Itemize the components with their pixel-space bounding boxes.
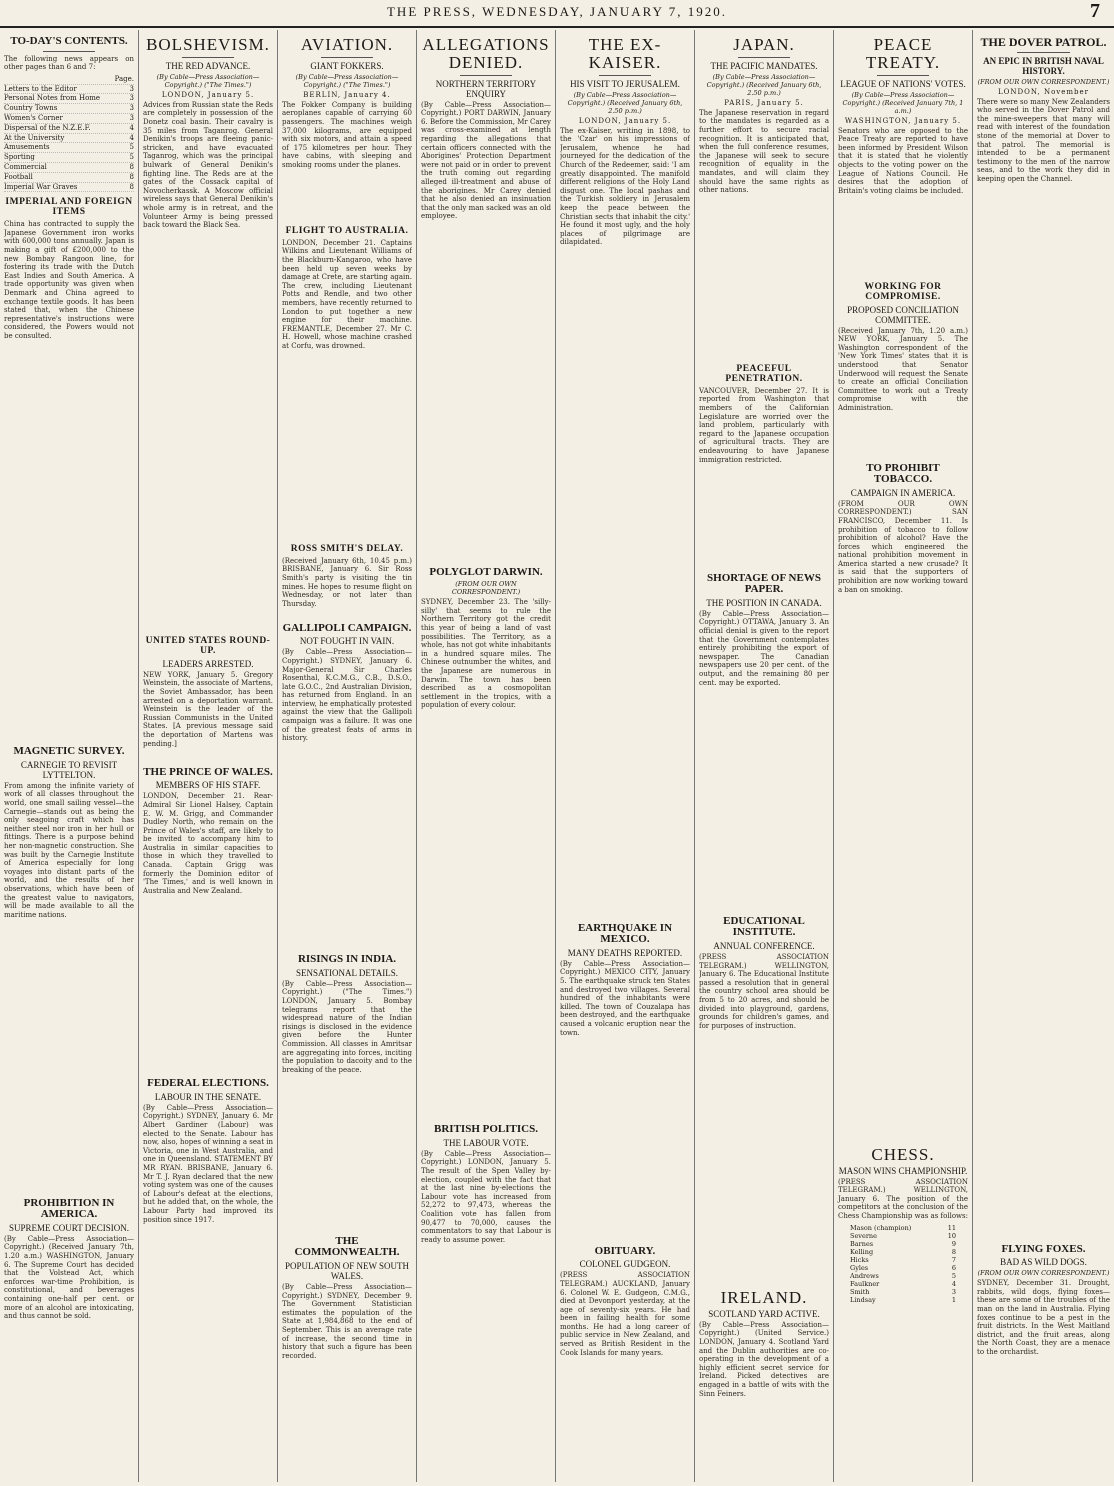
educational-heading: EDUCATIONAL INSTITUTE. — [723, 914, 805, 939]
column-5 — [556, 30, 695, 1482]
peace-text: Senators who are opposed to the Peace Treaty are reported to have been informed by President Wilson that it is stated that he violently objects to the voting power on the League of Nations Council. He desires that the adoption of Britain's voting claims be included. — [838, 126, 968, 195]
divider — [877, 75, 929, 76]
educational-text: (PRESS ASSOCIATION TELEGRAM.) WELLINGTON, January 6. The Educational Institute passed a resolution that in general the country school area should be from 5 to 20 acres, and should be divided into playground, gardens, grounds for children's games, and for purposes of instruction. — [699, 952, 829, 1030]
aviation-text: The Fokker Company is building aeroplanes capable of carrying 60 passengers. The machines weigh 37,000 kilograms, are equipped with six motors, and attain a speed of 175 kilometres per hour. They have cabins, with sleeping and smoking rooms under the planes. — [282, 100, 412, 169]
federal-text: (By Cable—Press Association—Copyright.) SYDNEY, January 6. Mr Albert Gardiner (Labour) was elected to the Senate. Labour has now, also, hopes of winning a seat in Victoria, one in West Australia, and one in Queensland. STATEMENT BY MR RYAN. BRISBANE, January 6. Mr T. J. Ryan declared that the new voting system was one of the causes of Labour's defeat at the elections, but he added that, on the whole, the Labour Party had improved its position since 1917. — [143, 1103, 273, 1224]
usa-subheading: LEADERS ARRESTED. — [162, 658, 254, 669]
newspaper-columns — [0, 30, 1114, 1482]
item-label: Personal Notes from Home — [4, 94, 101, 103]
item-label: At the University — [4, 133, 65, 142]
divider — [1017, 52, 1070, 53]
ross-heading: ROSS SMITH'S DELAY. — [290, 543, 404, 554]
table-row: Lindsay 1 — [850, 1295, 956, 1304]
chess-text: (PRESS ASSOCIATION TELEGRAM.) WELLINGTON, January 6. The position of the competitors at the conclusion of the Chess Championship was as follows: — [838, 1177, 968, 1220]
column-2 — [139, 30, 278, 1482]
ireland-subheading: SCOTLAND YARD ACTIVE. — [708, 1308, 820, 1319]
gallipoli-subheading: NOT FOUGHT IN VAIN. — [299, 636, 395, 647]
peace-subheading: LEAGUE OF NATIONS' VOTES. — [840, 78, 966, 89]
item-page: 4 — [129, 123, 134, 132]
item-label: Football — [4, 172, 33, 181]
item-page: 8 — [129, 162, 134, 171]
list-item[interactable] — [4, 94, 134, 104]
risings-heading: RISINGS IN INDIA. — [297, 953, 397, 966]
list-item[interactable] — [4, 114, 134, 124]
tobacco-text: (FROM OUR OWN CORRESPONDENT.) SAN FRANCISCO, December 11. Is prohibition of tobacco to follow prohibition of alcohol? Have the forces which engineered the national prohibition movement in America started a new crusade? It is said that the supporters of prohibition are now working toward a ban on smoking. — [838, 499, 968, 594]
news-subheading: THE POSITION IN CANADA. — [706, 597, 822, 608]
divider — [321, 57, 373, 58]
page-number: 7 — [1090, 0, 1100, 22]
mexico-subheading: MANY DEATHS REPORTED. — [567, 947, 683, 958]
table-row: Hicks 7 — [850, 1255, 956, 1264]
japan-text: The Japanese reservation in regard to the mandates is regarded as a further effort to secure racial recognition. It is anticipated that, when the full conference resumes, the Japanese will seek to secure recognition of equality in the mandates, and will claim they should have the same rights as other nations. — [699, 108, 829, 195]
divider — [599, 75, 651, 76]
peaceful-heading: PEACEFUL PENETRATION. — [725, 363, 803, 384]
masthead — [0, 0, 1114, 28]
imperial-heading: IMPERIAL AND FOREIGN ITEMS — [5, 197, 133, 218]
item-label: Women's Corner — [4, 113, 63, 122]
table-row: Mason (champion) 11 — [850, 1223, 956, 1232]
gallipoli-text: (By Cable—Press Association—Copyright.) SYDNEY, January 6. Major-General Sir Charles Rosenthal, K.C.M.G., C.B., D.S.O., late G.O.C., 2nd Australian Division, has returned from England. In an interview, he emphatically protested against the view that the Gallipoli campaign was a failure. It was one of the greatest feats of arms in history. — [282, 648, 412, 743]
commonwealth-heading: THE COMMONWEALTH. — [294, 1234, 400, 1259]
british-heading: BRITISH POLITICS. — [434, 1123, 538, 1136]
list-item[interactable] — [4, 134, 134, 144]
contents-header-row — [4, 75, 134, 85]
mexico-text: (By Cable—Press Association—Copyright.) MEXICO CITY, January 5. The earthquake struck ten States and destroyed two villages. Several hundred of the inhabitants were killed. The town of Couzalapa has been destroyed, and the earthquake caused a volcanic eruption near the town. — [560, 959, 690, 1037]
flight-heading: FLIGHT TO AUSTRALIA. — [285, 225, 409, 236]
chess-table — [838, 1224, 968, 1304]
column-7 — [834, 30, 973, 1482]
news-text: (By Cable—Press Association—Copyright.) OTTAWA, January 3. An official denial is given to the report that the Government contemplates entirely prohibiting the export of newspaper. The Canadian newspapers use 20 per cent. of the output, and the remaining 80 per cent. may be exported. — [699, 609, 829, 687]
aviation-credit: (By Cable—Press Association—Copyright.) ("The Times.") — [295, 72, 399, 89]
bolshevism-credit: (By Cable—Press Association—Copyright.) ("The Times.") — [156, 72, 260, 89]
item-page: 3 — [129, 94, 134, 103]
table-row: Gyles 6 — [850, 1263, 956, 1272]
polyglot-text: SYDNEY, December 23. The 'silly-silly' that seems to rule the Northern Territory got the credit this year of being a land of vast possibilities. The Territory, as a whole, has not got white inhabitants in a hundred square miles. The Chinese outnumber the whites, and the Japanese are numerous in Darwin. The town has been described as a cosmopolitan settlement in the tropics, with a population of every colour. — [421, 598, 551, 710]
prohibition-text: (By Cable—Press Association—Copyright.) (Received January 7th, 1.20 a.m.) WASHINGTON, January 6. The Supreme Court has decided that the Volstead Act, which enforces war-time Prohibition, is constitutional, and beverages containing one-half per cent. or more of an alcohol are intoxicating, and thus cannot be sold. — [4, 1234, 134, 1321]
list-item[interactable] — [4, 173, 134, 183]
aviation-dateline: BERLIN, January 4. — [303, 90, 391, 99]
educational-subheading: ANNUAL CONFERENCE. — [713, 940, 815, 951]
commonwealth-subheading: POPULATION OF NEW SOUTH WALES. — [284, 1260, 410, 1281]
aviation-subheading: GIANT FOKKERS. — [310, 60, 384, 71]
divider — [460, 75, 512, 76]
column-8 — [973, 30, 1114, 1482]
item-label: Letters to the Editor — [4, 84, 77, 93]
kaiser-text: The ex-Kaiser, writing in 1898, to the 'Czar' on his impressions of Jerusalem, whence he had journeyed for the dedication of the Church of the Redeemer, said: 'I am greatly disappointed. The manifold different religions of the Holy Land disgust one. The local pashas and the Turkish soldiery in Jerusalem keep the peace between the Christian sects that inhabit the city.' He found it most ugly, and the holy places of pilgrimage are dilapidated. — [560, 126, 690, 247]
magnetic-heading: MAGNETIC SURVEY. — [13, 745, 125, 758]
item-page: 5 — [129, 153, 134, 162]
federal-subheading: LABOUR IN THE SENATE. — [154, 1091, 262, 1102]
allegations-text: (By Cable—Press Association—Copyright.) PORT DARWIN, January 6. Before the Commission, Mr Carey was cross-examined at length regarding the allegations that certain officers connected with the Aborigines' Protection Department were not paid or in order to prevent the truth coming out regarding alleged ill-treatment and abuse of the aborigines. Mr Carey denied that he also denied an insinuation that the only man sacked was an old employee. — [421, 100, 551, 221]
obituary-text: (PRESS ASSOCIATION TELEGRAM.) AUCKLAND, January 6. Colonel W. E. Gudgeon, C.M.G., died at Devonport yesterday, at the age of seventy-six years. He had been in failing health for some months. He had a long career of public service in New Zealand, and served as British Resident in the Cook Islands for many years. — [560, 1271, 690, 1357]
table-row: Barnes 9 — [850, 1239, 956, 1248]
ireland-heading: IRELAND. — [720, 1287, 808, 1307]
compromise-text: (Received January 7th, 1.20 a.m.) NEW YORK, January 5. The Washington correspondent of the 'New York Times' states that it is understood that Senator Underwood will request the Senate to create an official Conciliation Committee to work out a Treaty compromise with the Administration. — [838, 326, 968, 412]
polyglot-heading: POLYGLOT DARWIN. — [429, 565, 543, 578]
foxes-heading: FLYING FOXES. — [1001, 1242, 1086, 1255]
bolshevism-subheading: THE RED ADVANCE. — [165, 60, 251, 71]
polyglot-credit: (FROM OUR OWN CORRESPONDENT.) — [451, 580, 521, 597]
obituary-subheading: COLONEL GUDGEON. — [579, 1259, 671, 1270]
kaiser-heading: THE EX-KAISER. — [588, 35, 662, 72]
contents-list — [4, 75, 134, 193]
column-3 — [278, 30, 417, 1482]
dover-subheading: AN EPIC IN BRITISH NAVAL HISTORY. — [983, 55, 1104, 76]
obituary-heading: OBITUARY. — [594, 1244, 656, 1257]
item-page: 3 — [129, 84, 134, 93]
column-6 — [695, 30, 834, 1482]
prince-heading: THE PRINCE OF WALES. — [143, 765, 273, 778]
magnetic-text: From among the infinite variety of work of all classes throughout the world, one small sailing vessel—the Carnegie—stands out as being the only seagoing craft which has neither steel nor iron in her hull or fittings. There is a purpose behind her non-magnetic construction. She was built by the Carnegie Institute of America especially for long voyages into distant parts of the world, and the results of her observations, which have been of the greatest value to navigators, will be made available to all the maritime nations. — [4, 781, 134, 919]
magnetic-subheading: CARNEGIE TO REVISIT LYTTELTON. — [20, 759, 118, 780]
mexico-heading: EARTHQUAKE IN MEXICO. — [577, 921, 673, 946]
divider — [738, 57, 790, 58]
japan-heading: JAPAN. — [733, 35, 795, 54]
contents-intro: The following news appears on other pages than 6 and 7: — [4, 54, 134, 72]
prohibition-heading: PROHIBITION IN AMERICA. — [23, 1196, 115, 1221]
japan-credit: (By Cable—Press Association—Copyright.) (Received January 6th, 2.50 p.m.) — [706, 72, 822, 97]
list-item[interactable] — [4, 124, 134, 134]
ireland-text: (By Cable—Press Association—Copyright.) (United Service.) LONDON, January 4. Scotland Yard and the Dublin authorities are co-operating in the development of a highly efficient secret service for Ireland. Picked detectives are engaged in a battle of wits with the Sinn Feiners. — [699, 1320, 829, 1398]
bolshevism-heading: BOLSHEVISM. — [146, 35, 270, 54]
peace-dateline: WASHINGTON, January 5. — [844, 116, 962, 125]
prince-text: LONDON, December 21. Rear-Admiral Sir Lionel Halsey, Captain E. W. M. Grigg, and Commander Dudley North, who remain on the Prince of Wales's staff, are likely to be invited to accompany him to Australia in similar capacities to those in which they travelled to Canada. Captain Grigg was formerly the Dominion editor of 'The Times,' and is well known in Australia and New Zealand. — [143, 792, 273, 895]
list-item[interactable] — [4, 143, 134, 153]
british-subheading: THE LABOUR VOTE. — [443, 1137, 529, 1148]
usa-heading: UNITED STATES ROUND-UP. — [145, 635, 271, 656]
japan-dateline: PARIS, January 5. — [724, 98, 804, 107]
item-page: 8 — [129, 182, 134, 191]
table-row: Andrews 5 — [850, 1271, 956, 1280]
ross-text: (Received January 6th, 10.45 p.m.) BRISBANE, January 6. Sir Ross Smith's party is visiting the tin mines. He hopes to resume flight on Wednesday, or not later than Thursday. — [282, 556, 412, 608]
flight-text: LONDON, December 21. Captains Wilkins and Lieutenant Williams of the Blackburn-Kangaroo, who have been held up seven weeks by damage at Crete, are starting again. The crew, including Lieutenant Potts and Rendle, and two other members, have recently returned to London to put together a new engine for their machine. FREMANTLE, December 27. Mr C. H. Howell, whose machine crashed at Corfu, was drowned. — [282, 238, 412, 350]
column-1 — [0, 30, 139, 1482]
item-label: Commercial — [4, 162, 47, 171]
divider — [182, 57, 234, 58]
list-item[interactable] — [4, 183, 134, 193]
column-4 — [417, 30, 556, 1482]
item-label: Country Towns — [4, 104, 58, 113]
foxes-text: SYDNEY, December 31. Drought, rabbits, wild dogs, flying foxes—these are some of the troubles of the man on the land in Australia. Flying foxes continue to be a pest in the fruit districts. In the West Maitland district, and the fruit areas, along the North Coast, they are a menace to the orchardist. — [977, 1279, 1110, 1356]
imperial-text: China has contracted to supply the Japanese Government iron works with 600,000 tons annually. Japan is making a gift of £200,000 to the new Bombay Rangoon line, for fostering its trade with the Dutch East Indies and South America. A trade opportunity was given when Denmark and China agreed to exchange textile goods. It has been stated that, when the Chinese representative's instructions were considered, the Powers would not be consulted. — [4, 220, 134, 340]
kaiser-credit: (By Cable—Press Association—Copyright.) (Received January 6th, 2.50 p.m.) — [567, 90, 683, 115]
peace-credit: (By Cable—Press Association—Copyright.) (Received January 7th, 1 a.m.) — [842, 90, 964, 115]
prince-subheading: MEMBERS OF HIS STAFF. — [155, 780, 261, 791]
commonwealth-text: (By Cable—Press Association—Copyright.) SYDNEY, December 9. The Government Statistician estimates the population of the State at 1,984,868 to the end of September. This is an average rate of increase, the second time in history that such a figure has been recorded. — [282, 1282, 412, 1360]
contents-page-label: Page. — [114, 74, 134, 83]
allegations-heading: ALLEGATIONS DENIED. — [422, 35, 550, 72]
contents-heading: TO-DAY'S CONTENTS. — [10, 35, 128, 47]
prohibition-subheading: SUPREME COURT DECISION. — [8, 1222, 130, 1233]
item-label: Dispersal of the N.Z.E.F. — [4, 123, 91, 132]
kaiser-subheading: HIS VISIT TO JERUSALEM. — [570, 78, 680, 89]
bolshevism-dateline: LONDON, January 5. — [161, 90, 255, 99]
dover-dateline: LONDON, November — [997, 87, 1090, 96]
item-label: Amusements — [4, 143, 50, 152]
compromise-heading: WORKING FOR COMPROMISE. — [864, 281, 942, 302]
table-row: Kelling 8 — [850, 1247, 956, 1256]
item-label: Imperial War Graves — [4, 182, 78, 191]
table-row: Faulkner 4 — [850, 1279, 956, 1288]
chess-subheading: MASON WINS CHAMPIONSHIP. — [838, 1165, 968, 1176]
dover-heading: THE DOVER PATROL. — [980, 35, 1107, 49]
item-page: 4 — [129, 133, 134, 142]
dover-text: There were so many New Zealanders who served in the Dover Patrol and the mine-sweepers that many will read with interest of the foundation stone of the memorial at Dover to that patrol. The memorial is intended to be a permanent testimony to the men of the narrow seas, and to the work they did in keeping open the Channel. — [977, 97, 1110, 183]
list-item[interactable] — [4, 104, 134, 114]
news-heading: SHORTAGE OF NEWS PAPER. — [707, 571, 821, 596]
tobacco-subheading: CAMPAIGN IN AMERICA. — [850, 487, 956, 498]
masthead-title: THE PRESS, WEDNESDAY, JANUARY 7, 1920. — [386, 4, 727, 19]
list-item[interactable] — [4, 85, 134, 95]
usa-text: NEW YORK, January 5. Gregory Weinstein, the associate of Martens, the Soviet Ambassador, has been arrested on a deportation warrant. Weinstein is the leader of the Russian Communists in the United States. [A previous message said the deportation of Martens was pending.] — [143, 670, 273, 748]
list-item[interactable] — [4, 163, 134, 173]
japan-subheading: THE PACIFIC MANDATES. — [710, 60, 818, 71]
compromise-subheading: PROPOSED CONCILIATION COMMITTEE. — [847, 304, 959, 325]
risings-subheading: SENSATIONAL DETAILS. — [296, 967, 398, 978]
dover-credit: (FROM OUR OWN CORRESPONDENT.) — [977, 77, 1110, 86]
list-item[interactable] — [4, 153, 134, 163]
divider — [43, 51, 95, 52]
peaceful-text: VANCOUVER, December 27. It is reported from Washington that members of the Californian Legislature are worried over the land problem, particularly with regard to the Japanese occupation of agricultural tracts. They are endeavouring to have Japanese immigration restricted. — [699, 386, 829, 464]
bolshevism-text: Advices from Russian state the Reds are completely in possession of the Donetz coal basin. Their cavalry is 35 miles from Taganrog. General Denikin's troops are fleeing panic-stricken, and have evacuated Taganrog, which was the principal bulwark of General Denikin's fighting line. The Reds are at the gates of the Cossack capital of Novocherkassk. A Moscow official wireless says that General Denikin's whole army is in retreat, and the Volunteer Army is being pressed back toward the Black Sea. — [143, 100, 273, 230]
item-page: 3 — [129, 113, 134, 122]
item-page: 3 — [129, 104, 134, 113]
allegations-subheading: NORTHERN TERRITORY ENQUIRY — [435, 78, 537, 99]
federal-heading: FEDERAL ELECTIONS. — [147, 1077, 269, 1090]
item-page: 5 — [129, 143, 134, 152]
table-row: Smith 3 — [850, 1287, 956, 1296]
kaiser-dateline: LONDON, January 5. — [578, 116, 672, 125]
gallipoli-heading: GALLIPOLI CAMPAIGN. — [282, 621, 412, 634]
aviation-heading: AVIATION. — [300, 35, 394, 54]
item-label: Sporting — [4, 153, 35, 162]
peace-heading: PEACE TREATY. — [865, 35, 941, 72]
table-row: Severne 10 — [850, 1231, 956, 1240]
item-page: 8 — [129, 172, 134, 181]
tobacco-heading: TO PROHIBIT TOBACCO. — [866, 461, 940, 486]
british-text: (By Cable—Press Association—Copyright.) LONDON, January 5. The result of the Spen Valley by-election, coupled with the fact that at the last nine by-elections the Labour vote has increased from 52,272 to 97,473, whereas the Coalition vote has fallen from 90,477 to 70,000, causes the commentators to say that Labour is ready to assume power. — [421, 1149, 551, 1244]
risings-text: (By Cable—Press Association—Copyright.) ("The Times.") LONDON, January 5. Bombay telegrams report that the widespread nature of the Indian risings is disclosed in the evidence given before the Hunter Commission. All classes in Amritsar are aggregating into forces, inciting the population to dacoity and to the breaking of the peace. — [282, 979, 412, 1074]
foxes-subheading: BAD AS WILD DOGS. — [1000, 1257, 1087, 1268]
foxes-credit: (FROM OUR OWN CORRESPONDENT.) — [977, 1269, 1110, 1278]
chess-heading: CHESS. — [871, 1144, 935, 1164]
